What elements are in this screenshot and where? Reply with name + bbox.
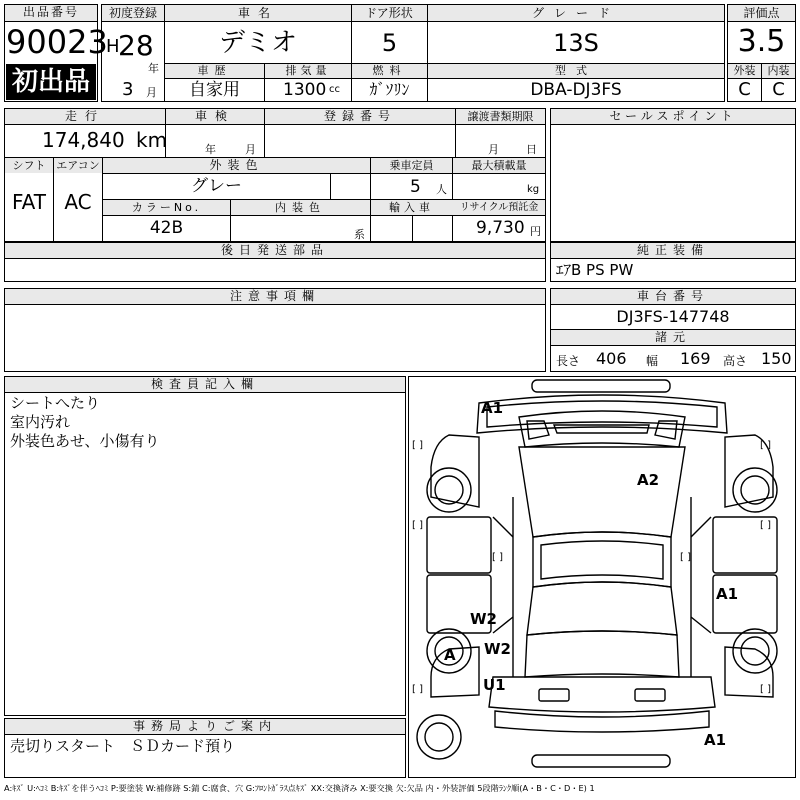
genuine-label: 純正装備 (551, 243, 795, 258)
model-value: DBA-DJ3FS (530, 80, 622, 100)
inspection-label: 車検 (194, 109, 235, 123)
inspection-year-unit: 年 (205, 143, 216, 156)
recycle-value: 9,730 (476, 218, 525, 238)
shift-value: FAT (11, 190, 46, 214)
interior-value: C (772, 79, 785, 100)
first-listing-text: 初出品 (11, 67, 90, 97)
bracket-rear-right: [ ] (760, 684, 771, 695)
model-label: 型式 (555, 64, 597, 77)
score-value: 3.5 (737, 24, 786, 59)
door-value: 5 (381, 29, 398, 57)
shift-label: シフト (12, 159, 46, 172)
width-label: 幅 (646, 354, 659, 368)
car-diagram (409, 377, 795, 777)
score-label: 評価点 (728, 5, 795, 21)
mileage-label: 走行 (64, 109, 105, 123)
office-text: 売切りスタート ＳＤカード預り (10, 737, 236, 755)
inspector-line-3: 外装色あせ、小傷有り (10, 432, 160, 450)
int-color-label: 内装色 (275, 201, 326, 214)
era: H (106, 36, 120, 57)
lot-number: 90023 (6, 23, 108, 61)
bracket-door-right: [ ] (680, 552, 691, 563)
transfer-label: 譲渡書類期限 (467, 110, 534, 123)
color-no-value: 42B (149, 218, 184, 238)
ac-label: エアコン (56, 159, 100, 172)
reg-year: 28 (118, 29, 154, 62)
inspector-label: 検査員記入欄 (5, 377, 405, 392)
reg-month-unit: 月 (146, 86, 157, 99)
reg-year-unit: 年 (148, 62, 159, 75)
notes-label: 注意事項欄 (5, 289, 545, 304)
max-load-unit: kg (527, 184, 540, 195)
length-label: 長さ (556, 354, 581, 368)
dims-label: 諸元 (551, 330, 795, 345)
capacity-unit: 人 (436, 183, 447, 196)
reg-month: 3 (122, 79, 134, 100)
inspection-month-unit: 月 (245, 143, 256, 156)
mark-wheel: A (444, 646, 456, 664)
ac-value: AC (64, 190, 92, 214)
bracket-mid-right: [ ] (760, 520, 771, 531)
ext-color-label: 外装色 (209, 158, 264, 172)
import-label: 輸入車 (389, 201, 434, 214)
history-label: 車歴 (197, 64, 232, 77)
legend-text: A:ｷｽﾞ U:ﾍｺﾐ B:ｷｽﾞを伴うﾍｺﾐ P:要塗装 W:補修跡 S:錆 C:腐食、穴 G:ﾌﾛﾝﾄｶﾞﾗｽ点ｷｽﾞ XX:交換済み X:要交換 欠:欠品 内・外装評価 5段階ﾗﾝｸ順(A・B・C・D・E) 1 (4, 783, 595, 793)
mark-left-rear: U1 (483, 676, 506, 694)
height-label: 高さ (723, 354, 748, 368)
lot-label: 出品番号 (5, 5, 97, 21)
fuel-label: 燃料 (372, 64, 407, 77)
capacity-label: 乗車定員 (389, 159, 434, 172)
recycle-unit: 円 (530, 225, 541, 238)
sales-points-box (550, 108, 796, 242)
mileage-value: 174,840 (42, 128, 125, 152)
transfer-month-unit: 月 (488, 143, 499, 156)
inspector-line-1: シートへたり (10, 394, 101, 412)
car-name: デミオ (218, 28, 297, 58)
mark-left-door-1: W2 (470, 610, 497, 628)
inspector-line-2: 室内汚れ (10, 413, 71, 431)
later-parts-label: 後日発送部品 (5, 243, 545, 258)
office-label: 事務局よりご案内 (5, 719, 405, 734)
bracket-rear-left: [ ] (412, 684, 423, 695)
bracket-door-left: [ ] (492, 552, 503, 563)
genuine-value: ｴｱB PS PW (556, 261, 634, 279)
displacement-label: 排気量 (285, 64, 331, 77)
capacity-value: 5 (410, 177, 421, 197)
grade-label: グレード (531, 6, 620, 20)
sales-points-label: セールスポイント (551, 109, 795, 124)
recycle-label: リサイクル預託金 (459, 202, 539, 213)
color-no-label: カラーNo. (131, 201, 202, 214)
width-value: 169 (680, 349, 711, 368)
fuel-value: ｶﾞｿﾘﾝ (369, 80, 410, 99)
mark-front: A1 (481, 399, 504, 417)
mileage-unit: km (136, 128, 168, 152)
bracket-front-right: [ ] (760, 440, 771, 451)
history-value: 自家用 (189, 80, 240, 100)
max-load-label: 最大積載量 (471, 159, 527, 172)
mark-right-door: A1 (716, 585, 739, 603)
length-value: 406 (596, 349, 627, 368)
ext-color-value: グレー (191, 176, 242, 196)
displacement-unit: cc (329, 84, 340, 95)
reg-no-label: 登録番号 (323, 109, 396, 123)
chassis-value: DJ3FS-147748 (616, 307, 730, 326)
grade-value: 13S (553, 29, 599, 57)
mark-rear: A1 (704, 731, 727, 749)
exterior-label: 外装 (733, 64, 756, 77)
bracket-front-left: [ ] (412, 440, 423, 451)
car-name-label: 車名 (237, 6, 278, 20)
transfer-day-unit: 日 (526, 143, 537, 156)
door-label: ドア形状 (365, 6, 413, 20)
height-value: 150 (761, 349, 792, 368)
bracket-mid-left: [ ] (412, 520, 423, 531)
chassis-label: 車台番号 (551, 289, 795, 304)
int-color-unit: 系 (354, 228, 365, 241)
displacement-value: 1300 (283, 80, 327, 100)
mark-hood: A2 (637, 471, 660, 489)
interior-label: 内装 (767, 64, 790, 77)
mark-left-door-2: W2 (484, 640, 511, 658)
first-reg-label: 初度登録 (108, 6, 157, 20)
exterior-value: C (738, 79, 751, 100)
